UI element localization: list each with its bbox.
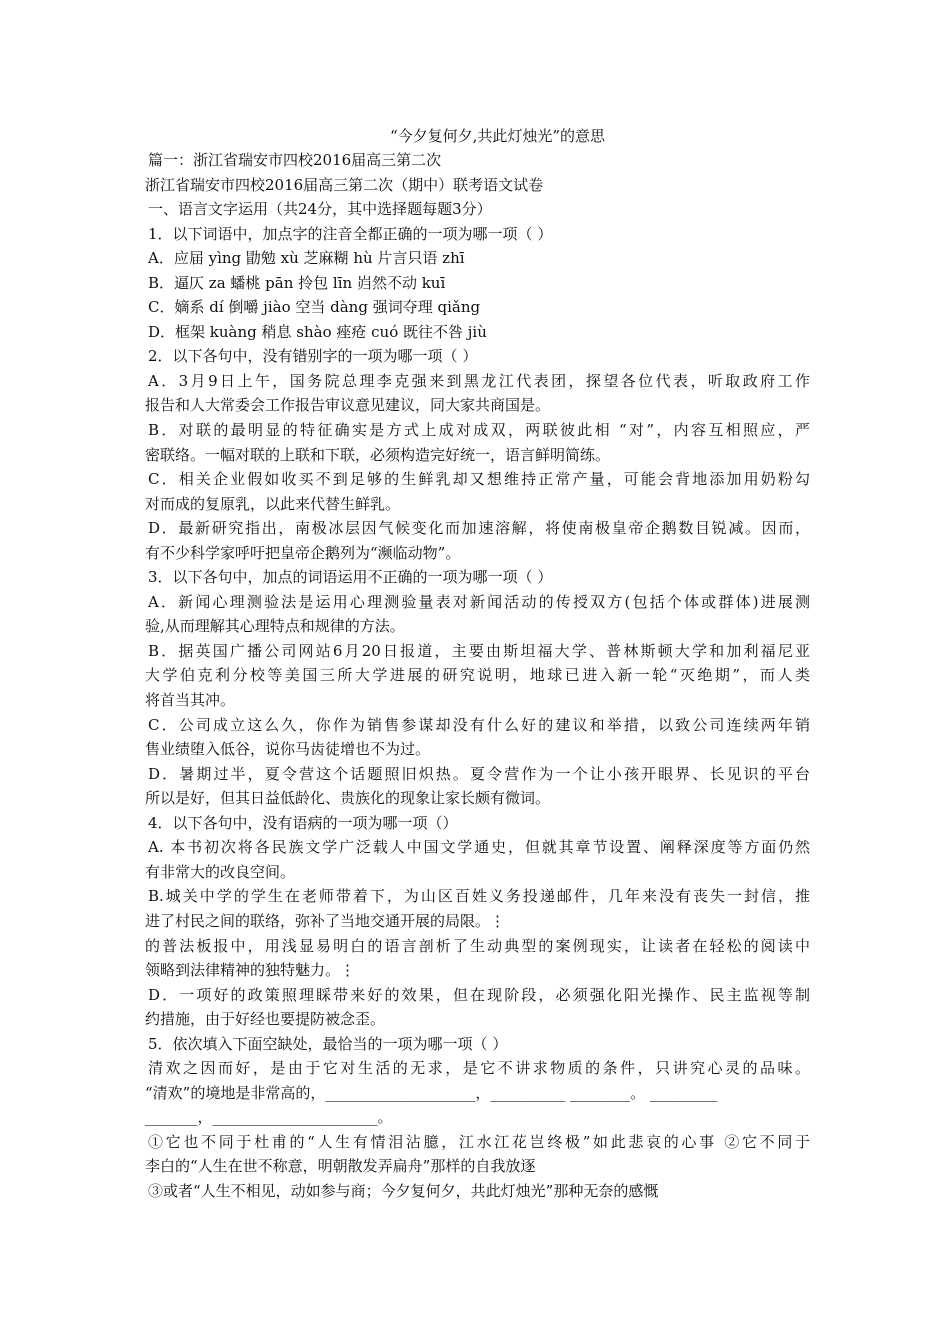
text-line: 3．以下各句中，加点的词语运用不正确的一项为哪一项（ ） xyxy=(148,568,553,587)
text-line: D．框架 kuàng 稍息 shào 痤疮 cuó 既往不咎 jiù xyxy=(148,322,487,341)
text-line: B.城关中学的学生在老师带着下，为山区百姓义务投递邮件，几年来没有丧失一封信，推 xyxy=(148,887,810,906)
text-line: 对而成的复原乳，以此来代替生鲜乳。 xyxy=(145,494,401,513)
text-line: 的普法板报中，用浅显易明白的语言剖析了生动典型的案例现实，让读者在轻松的阅读中 xyxy=(145,936,810,955)
text-line: 报告和人大常委会工作报告审议意见建议，同大家共商国是。 xyxy=(145,396,551,415)
text-line: ①它也不同于杜甫的“人生有情泪沾臆，江水江花岂终极”如此悲哀的心事 ②它不同于 xyxy=(148,1132,810,1151)
document-title: “今夕复何夕,共此灯烛光”的意思 xyxy=(389,127,606,145)
text-line: 售业绩堕入低谷，说你马齿徒增也不为过。 xyxy=(145,740,431,759)
text-line: ③或者“人生不相见，动如参与商；今夕复何夕，共此灯烛光”那种无奈的感慨 xyxy=(148,1181,659,1200)
text-line: A. 本书初次将各民族文学广泛载人中国文学通史，但就其章节设置、阐释深度等方面仍然 xyxy=(148,838,810,857)
text-line: A．新闻心理测验法是运用心理测验量表对新闻活动的传授双方(包括个体或群体)进展测 xyxy=(148,592,810,611)
text-line: 约措施，由于好经也要提防被念歪。 xyxy=(145,1010,386,1029)
text-line: 清欢之因而好，是由于它对生活的无求，是它不讲求物质的条件，只讲究心灵的品味。 xyxy=(148,1059,810,1078)
text-line: C．公司成立这么久，你作为销售参谋却没有什么好的建议和举措，以致公司连续两年销 xyxy=(148,715,810,734)
text-line: D．暑期过半，夏令营这个话题照旧炽热。夏令营作为一个让小孩开眼界、长见识的平台 xyxy=(148,764,810,783)
text-line: 5．依次填入下面空缺处，最恰当的一项为哪一项（ ） xyxy=(148,1034,508,1053)
text-line: 所以是好，但其日益低龄化、贵族化的现象让家长颇有微词。 xyxy=(145,789,551,808)
text-line: D．一项好的政策照理睬带来好的效果，但在现阶段，必须强化阳光操作、民主监视等制 xyxy=(148,985,810,1004)
text-line: 进了村民之间的联络，弥补了当地交通开展的局限。⋮ xyxy=(145,911,506,930)
text-line: 有不少科学家呼吁把皇帝企鹅列为“濒临动物”。 xyxy=(145,543,461,562)
text-line: 密联络。一幅对联的上联和下联，必须构造完好统一，语言鲜明简练。 xyxy=(145,445,611,464)
document-body xyxy=(145,124,810,1204)
text-line: 一、语言文字运用（共24分，其中选择题每题3分） xyxy=(148,200,492,219)
text-line: 将首当其冲。 xyxy=(145,691,236,710)
text-line: B．据英国广播公司网站6月20日报道，主要由斯坦福大学、普林斯顿大学和加利福尼亚 xyxy=(148,641,810,660)
text-line: A．应届 yìng 勖勉 xù 芝麻糊 hù 片言只语 zhī xyxy=(148,249,465,268)
text-line: 领略到法律精神的独特魅力。⋮ xyxy=(145,961,356,980)
text-line: B．对联的最明显的特征确实是方式上成对成双，两联彼此相 “对”，内容互相照应，严 xyxy=(148,421,810,440)
text-line: 篇一：浙江省瑞安市四校2016届高三第二次 xyxy=(148,151,442,169)
text-line: 4．以下各句中，没有语病的一项为哪一项（） xyxy=(148,813,458,832)
text-line: 李白的“人生在世不称意，明朝散发弄扁舟”那样的自我放逐 xyxy=(145,1157,536,1176)
text-line: 验,从而理解其心理特点和规律的方法。 xyxy=(145,617,405,636)
text-line: 浙江省瑞安市四校2016届高三第二次（期中）联考语文试卷 xyxy=(145,175,544,194)
text-line: A．3月9日上午，国务院总理李克强来到黑龙江代表团，探望各位代表，听取政府工作 xyxy=(148,371,810,390)
text-line: 大学伯克利分校等美国三所大学进展的研究说明，地球已进入新一轮“灭绝期”，而人类 xyxy=(145,666,810,685)
text-line: C．嫡系 dí 倒嚼 jiào 空当 dàng 强词夺理 qiǎng xyxy=(148,298,481,317)
text-line: C．相关企业假如收买不到足够的生鲜乳却又想维持正常产量，可能会背地添加用奶粉勾 xyxy=(148,470,810,489)
text-line: _______，______________________。 xyxy=(145,1108,393,1127)
text-line: B．逼仄 za 蟠桃 pān 拎包 līn 岿然不动 kuī xyxy=(148,273,446,292)
text-line: “清欢”的境地是非常高的，____________________，__________ ________。 _________ xyxy=(145,1083,718,1102)
text-line: 1．以下词语中，加点字的注音全都正确的一项为哪一项（ ） xyxy=(148,224,553,243)
text-line: 有非常大的改良空间。 xyxy=(145,862,296,881)
text-line: 2．以下各句中，没有错别字的一项为哪一项（ ） xyxy=(148,347,478,366)
document-text xyxy=(145,148,810,1204)
text-line: D．最新研究指出，南极冰层因气候变化而加速溶解，将使南极皇帝企鹅数目锐减。因而， xyxy=(148,519,810,538)
